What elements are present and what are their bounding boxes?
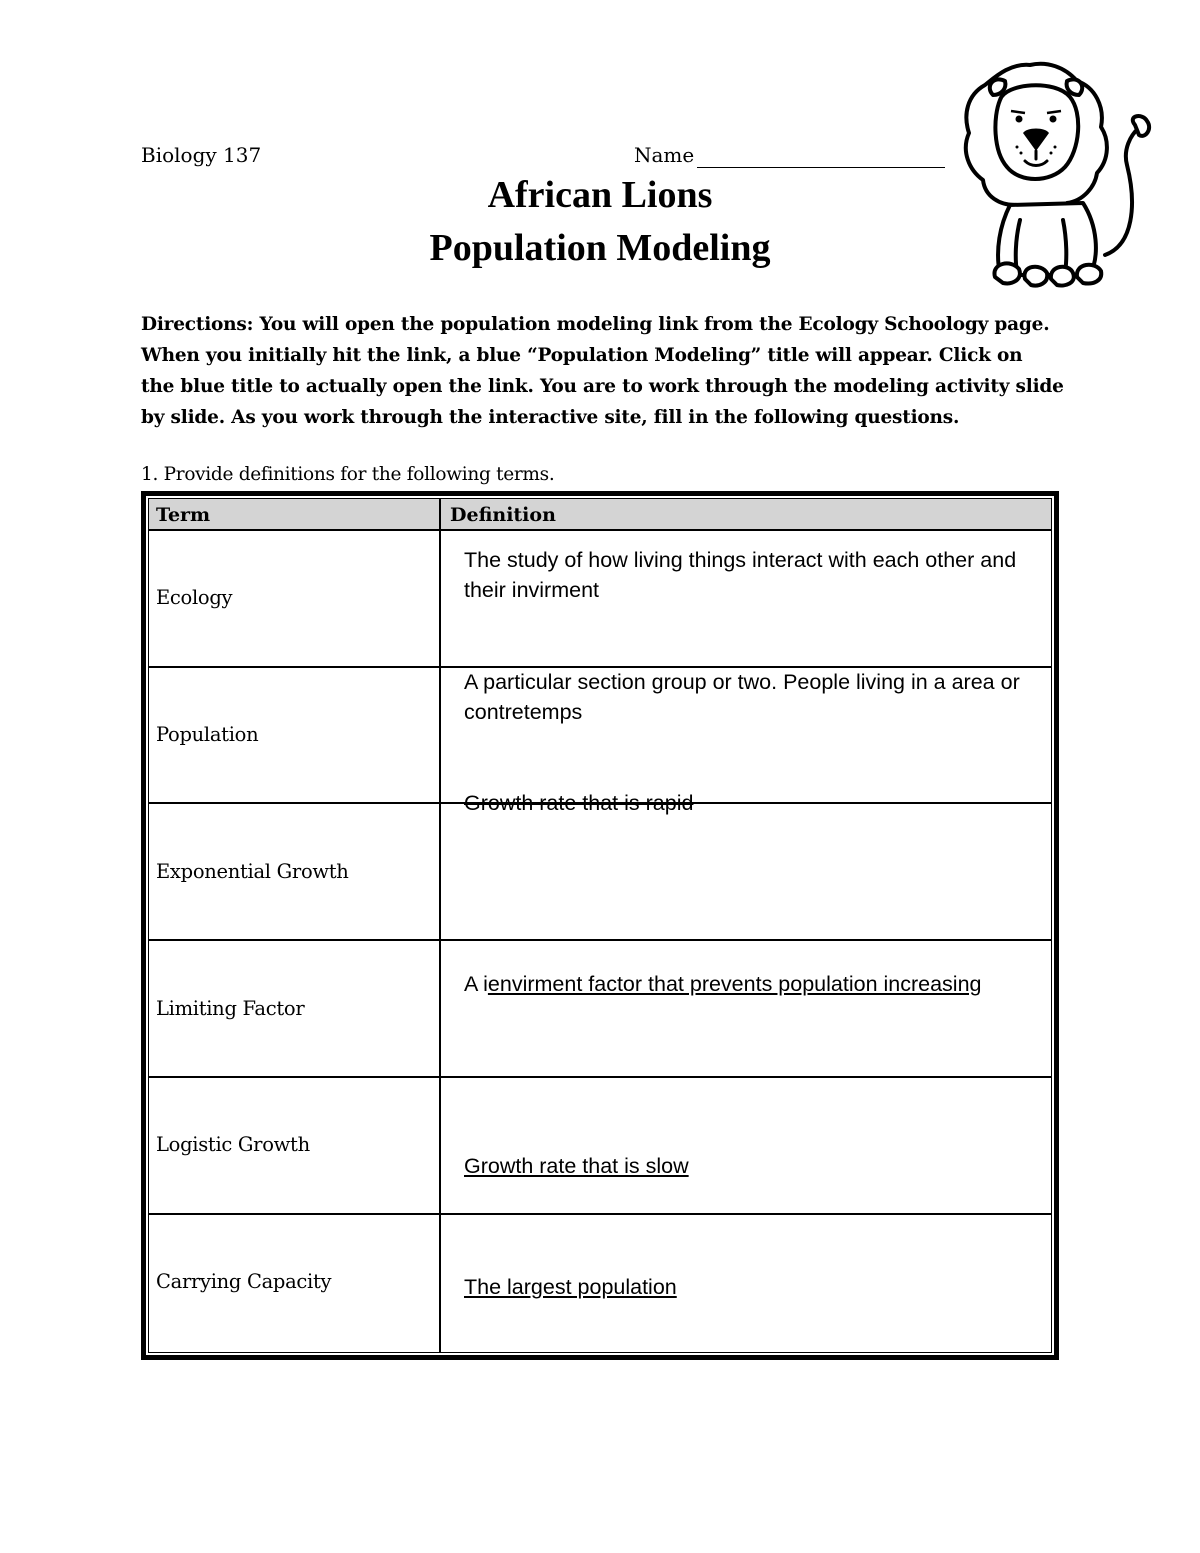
definition-line: contretemps <box>464 700 583 724</box>
directions-line: by slide. As you work through the interactive site, fill in the following questions. <box>141 407 960 428</box>
row-divider <box>148 939 1052 941</box>
term-cell: Exponential Growth <box>156 860 349 883</box>
table-header-row <box>149 499 1051 530</box>
directions-line: Directions: You will open the population modeling link from the Ecology Schoology page. <box>141 314 1050 335</box>
definition-cell[interactable] <box>464 969 982 999</box>
term-cell: Logistic Growth <box>156 1133 310 1156</box>
column-header-term: Term <box>156 504 211 526</box>
term-cell: Limiting Factor <box>156 997 305 1020</box>
definition-line: The study of how living things interact with each other and <box>464 548 1017 572</box>
row-divider <box>148 529 1052 531</box>
definition-line: A particular section group or two. People living in a area or <box>464 670 1020 694</box>
definition-cell[interactable] <box>464 788 693 818</box>
row-divider <box>148 1213 1052 1215</box>
term-cell: Carrying Capacity <box>156 1270 332 1293</box>
definitions-table-inner-border <box>148 498 1052 1353</box>
directions-line: the blue title to actually open the link. You are to work through the modeling activity slide <box>141 376 1064 397</box>
definition-cell[interactable] <box>464 545 1016 605</box>
column-header-definition: Definition <box>450 504 556 526</box>
course-label: Biology 137 <box>141 143 262 167</box>
question-1: 1. Provide definitions for the following terms. <box>141 464 555 485</box>
name-blank-line[interactable] <box>697 167 945 168</box>
definition-cell[interactable] <box>464 1151 689 1181</box>
column-divider <box>439 499 441 1353</box>
page-title: African Lions <box>487 174 713 216</box>
definition-line: The largest population <box>464 1275 677 1299</box>
definition-cell[interactable] <box>464 1272 677 1302</box>
definition-underlined-text: envirment factor that prevents population increasing <box>487 972 982 996</box>
definition-line: Growth rate that is slow <box>464 1154 689 1178</box>
definition-prefix: A i <box>464 972 488 996</box>
page-subtitle: Population Modeling <box>429 227 771 269</box>
directions-line: When you initially hit the link, a blue “Population Modeling” title will appear. Click on <box>141 345 1023 366</box>
definition-line: Growth rate that is rapid <box>464 791 694 815</box>
definition-line: their invirment <box>464 578 600 602</box>
definition-line <box>464 969 982 999</box>
cartoon-lion-icon <box>955 55 1155 290</box>
term-cell: Ecology <box>156 586 233 609</box>
name-label: Name <box>634 143 695 167</box>
directions-paragraph <box>141 309 1071 433</box>
term-cell: Population <box>156 723 259 746</box>
definition-cell[interactable] <box>464 667 1020 727</box>
row-divider <box>148 1076 1052 1078</box>
